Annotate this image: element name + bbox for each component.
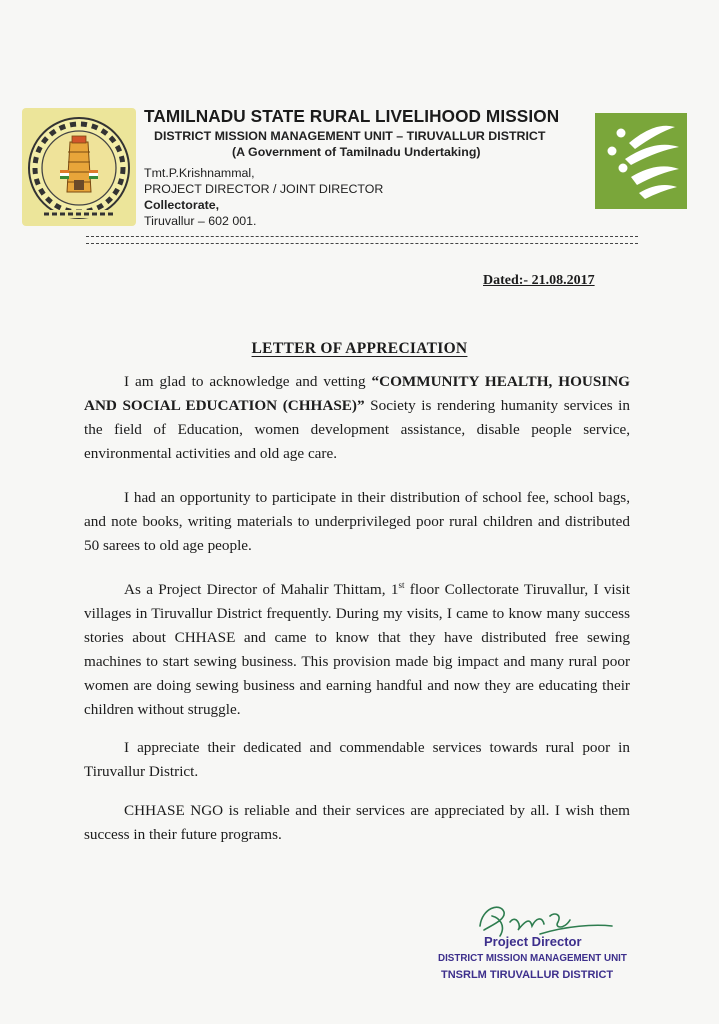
sender-office: Collectorate, (144, 198, 220, 212)
sender-city: Tiruvallur – 602 001. (144, 214, 257, 228)
p3-rest: floor Collectorate Tiruvallur, I visit villages in Tiruvallur District frequently. During my visits, I came to know many success stories about CHHASE and came to know that they have distributed free sewing machines to start sewing business. This provision made big impact and many rural poor women are doing sewing business and earning handful and now they are educating their children without struggle. (84, 581, 630, 719)
p1-lead: I am glad to acknowledge and vetting (124, 373, 372, 390)
p3-superscript: st (398, 580, 405, 590)
organization-title: TAMILNADU STATE RURAL LIVELIHOOD MISSION (144, 106, 560, 126)
tamilnadu-emblem-logo (22, 108, 136, 226)
letterhead-divider (86, 236, 638, 244)
body-paragraph-3 (84, 573, 630, 722)
swirl-logo-icon (595, 113, 687, 209)
letter-date: Dated:- 21.08.2017 (483, 273, 595, 288)
p3-lead: As a Project Director of Mahalir Thittam, 1 (124, 581, 399, 599)
letter-heading (0, 340, 719, 358)
body-paragraph-1 (84, 370, 630, 466)
signatory-unit: DISTRICT MISSION MANAGEMENT UNIT (438, 953, 627, 964)
organization-undertaking: (A Government of Tamilnadu Undertaking) (232, 145, 481, 159)
body-paragraph-4: I appreciate their dedicated and commendable services towards rural poor in Tiruvallur District. (84, 739, 630, 780)
emblem-icon (22, 108, 136, 226)
p1-organization-name: “COMMUNITY HEALTH, HOUSING AND SOCIAL EDUCATION (CHHASE)” (84, 373, 630, 414)
tnsrlm-logo (595, 113, 687, 209)
sender-designation: PROJECT DIRECTOR / JOINT DIRECTOR (144, 182, 384, 196)
p1-rest: Society is rendering humanity services in the field of Education, women development assistance, disable people service, environmental activities and old age care. (84, 397, 630, 462)
organization-unit: DISTRICT MISSION MANAGEMENT UNIT – TIRUVALLUR DISTRICT (154, 129, 546, 143)
body-paragraph-2: I had an opportunity to participate in their distribution of school fee, school bags, and note books, writing materials to underprivileged poor rural children and distributed 50 sarees to old age people. (84, 489, 630, 554)
sender-name: Tmt.P.Krishnammal, (144, 166, 255, 180)
body-paragraph-5: CHHASE NGO is reliable and their services are appreciated by all. I wish them success in their future programs. (84, 802, 630, 843)
letter-heading-text: LETTER OF APPRECIATION (251, 340, 468, 357)
signatory-district: TNSRLM TIRUVALLUR DISTRICT (441, 969, 614, 981)
signatory-title: Project Director (484, 934, 582, 949)
